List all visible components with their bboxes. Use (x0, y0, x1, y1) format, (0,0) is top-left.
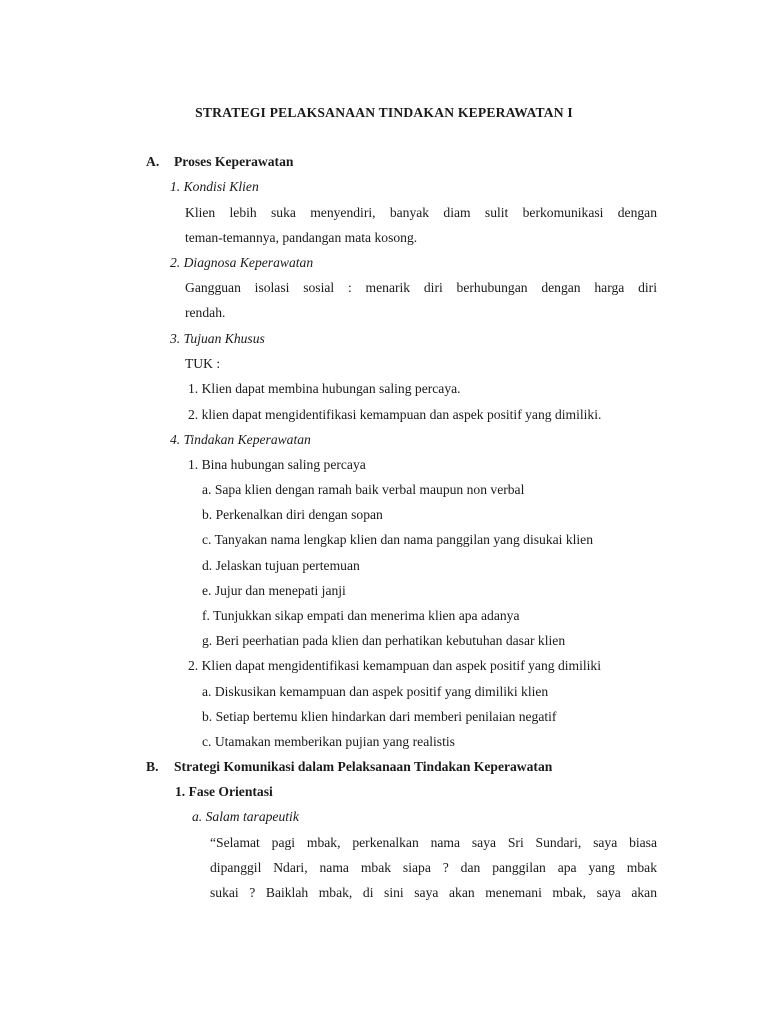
tindakan-item: d. Jelaskan tujuan pertemuan (202, 558, 360, 573)
tindakan-label: 4. Tindakan Keperawatan (170, 432, 311, 447)
fase-orientasi-heading: 1. Fase Orientasi (175, 784, 273, 799)
tindakan-group-2: 2. Klien dapat mengidentifikasi kemampuan dan aspek positif yang dimiliki (188, 658, 602, 673)
kondisi-text-line2: teman-temannya, pandangan mata kosong. (185, 230, 418, 245)
document-title: STRATEGI PELAKSANAAN TINDAKAN KEPERAWATAN I (195, 105, 573, 120)
tindakan-item: a. Sapa klien dengan ramah baik verbal maupun non verbal (202, 482, 525, 497)
section-b-heading: Strategi Komunikasi dalam Pelaksanaan Tindakan Keperawatan (174, 759, 553, 774)
tindakan-item: f. Tunjukkan sikap empati dan menerima klien apa adanya (202, 608, 520, 623)
tindakan-group-1: 1. Bina hubungan saling percaya (188, 457, 366, 472)
quote-line2: dipanggil Ndari, nama mbak siapa ? dan panggilan apa yang mbak (210, 860, 657, 875)
kondisi-label: 1. Kondisi Klien (170, 179, 259, 194)
diagnosa-text-line1: Gangguan isolasi sosial : menarik diri berhubungan dengan harga diri (185, 280, 657, 295)
tuk-label: TUK : (185, 356, 221, 371)
tindakan-item: e. Jujur dan menepati janji (202, 583, 346, 598)
tindakan-item: b. Perkenalkan diri dengan sopan (202, 507, 383, 522)
tuk-item: 2. klien dapat mengidentifikasi kemampuan dan aspek positif yang dimiliki. (188, 407, 602, 422)
section-b-marker: B. (146, 759, 159, 774)
tindakan-item: a. Diskusikan kemampuan dan aspek positif yang dimiliki klien (202, 684, 549, 699)
salam-terapeutik-label: a. Salam tarapeutik (192, 809, 299, 824)
tujuan-label: 3. Tujuan Khusus (170, 331, 265, 346)
diagnosa-text-line2: rendah. (185, 305, 226, 320)
quote-line3: sukai ? Baiklah mbak, di sini saya akan menemani mbak, saya akan (210, 885, 657, 900)
kondisi-text-line1: Klien lebih suka menyendiri, banyak diam sulit berkomunikasi dengan (185, 205, 657, 220)
tindakan-item: c. Tanyakan nama lengkap klien dan nama panggilan yang disukai klien (202, 532, 594, 547)
quote-line1: “Selamat pagi mbak, perkenalkan nama saya Sri Sundari, saya biasa (210, 835, 657, 850)
tindakan-item: c. Utamakan memberikan pujian yang realistis (202, 734, 455, 749)
section-a-heading: Proses Keperawatan (174, 154, 294, 169)
tuk-item: 1. Klien dapat membina hubungan saling percaya. (188, 381, 461, 396)
tindakan-item: b. Setiap bertemu klien hindarkan dari memberi penilaian negatif (202, 709, 557, 724)
diagnosa-label: 2. Diagnosa Keperawatan (170, 255, 314, 270)
section-a-marker: A. (146, 154, 160, 169)
tindakan-item: g. Beri peerhatian pada klien dan perhatikan kebutuhan dasar klien (202, 633, 566, 648)
